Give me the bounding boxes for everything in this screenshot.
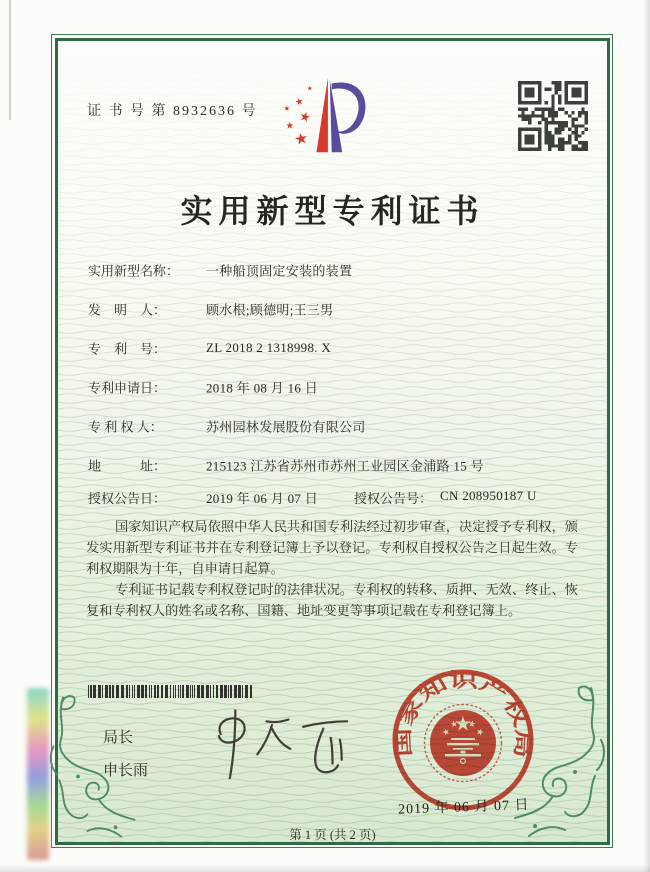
field-label: 地 址：	[88, 458, 167, 473]
seal-date: 2019 年 06 月 07 日	[397, 798, 530, 818]
grant-date-value: 2019 年 06 月 07 日	[206, 491, 319, 506]
corner-flourish-icon	[40, 690, 147, 847]
signature-icon	[195, 698, 360, 796]
seal-text: 国家知识产权局	[392, 669, 534, 758]
grant-info-row	[88, 488, 598, 506]
field-list	[88, 250, 593, 484]
photo-edge	[643, 0, 650, 872]
grant-date-label: 授权公告日：	[88, 491, 167, 506]
field-label: 实用新型名称：	[88, 263, 180, 278]
field-label: 专 利 号：	[88, 341, 167, 356]
field-value: 215123 江苏省苏州市苏州工业园区金浦路 15 号	[206, 458, 484, 473]
legal-paragraph: 国家知识产权局依照中华人民共和国专利法经过初步审查，决定授予专利权，颁发实用新型专利证书并在专利登记簿上予以登记。专利权自授权公告之日起生效。专利权期限为十年，自申请日起算。	[86, 519, 578, 576]
grant-number-value: CN 208950187 U	[440, 488, 537, 503]
page-number: 第 1 页 (共 2 页)	[289, 828, 376, 842]
certificate-number: 证 书 号 第 8932636 号	[87, 104, 258, 119]
field-value: 苏州园林发展股份有限公司	[206, 419, 366, 434]
qr-code-icon	[518, 81, 588, 151]
field-label: 专利申请日：	[88, 380, 167, 395]
field-label: 专 利 权 人：	[88, 419, 163, 434]
photo-edge	[0, 865, 650, 872]
scan-edge-line	[9, 0, 11, 120]
field-value: 顾水根;顾德明;王三男	[206, 302, 334, 317]
director-title: 局长	[103, 730, 134, 746]
field-row-address	[88, 445, 593, 484]
field-row-patent-no	[88, 328, 593, 367]
field-row-patentee	[88, 406, 593, 445]
field-value: 2018 年 08 月 16 日	[206, 380, 319, 395]
field-value: 一种船顶固定安装的装置	[206, 263, 353, 278]
legal-paragraph: 专利证书记载专利权登记时的法律状况。专利权的转移、质押、无效、终止、恢复和专利权人的姓名或名称、国籍、地址变更等事项记载在专利登记簿上。	[86, 582, 578, 618]
field-row-filing-date	[88, 367, 593, 406]
certificate-content	[53, 36, 612, 847]
field-row-name	[88, 250, 593, 289]
field-label: 发 明 人：	[88, 302, 167, 317]
cnipa-logo-icon	[278, 76, 374, 158]
red-seal-icon	[387, 664, 539, 816]
legal-text	[86, 516, 578, 621]
scan-holographic-strip	[27, 688, 49, 860]
certificate-title: 实用新型专利证书	[180, 193, 485, 229]
field-row-inventors	[88, 289, 593, 328]
grant-number-label: 授权公告号：	[354, 491, 433, 506]
director-name: 申长雨	[103, 763, 149, 779]
field-value: ZL 2018 2 1318998. X	[206, 339, 332, 355]
